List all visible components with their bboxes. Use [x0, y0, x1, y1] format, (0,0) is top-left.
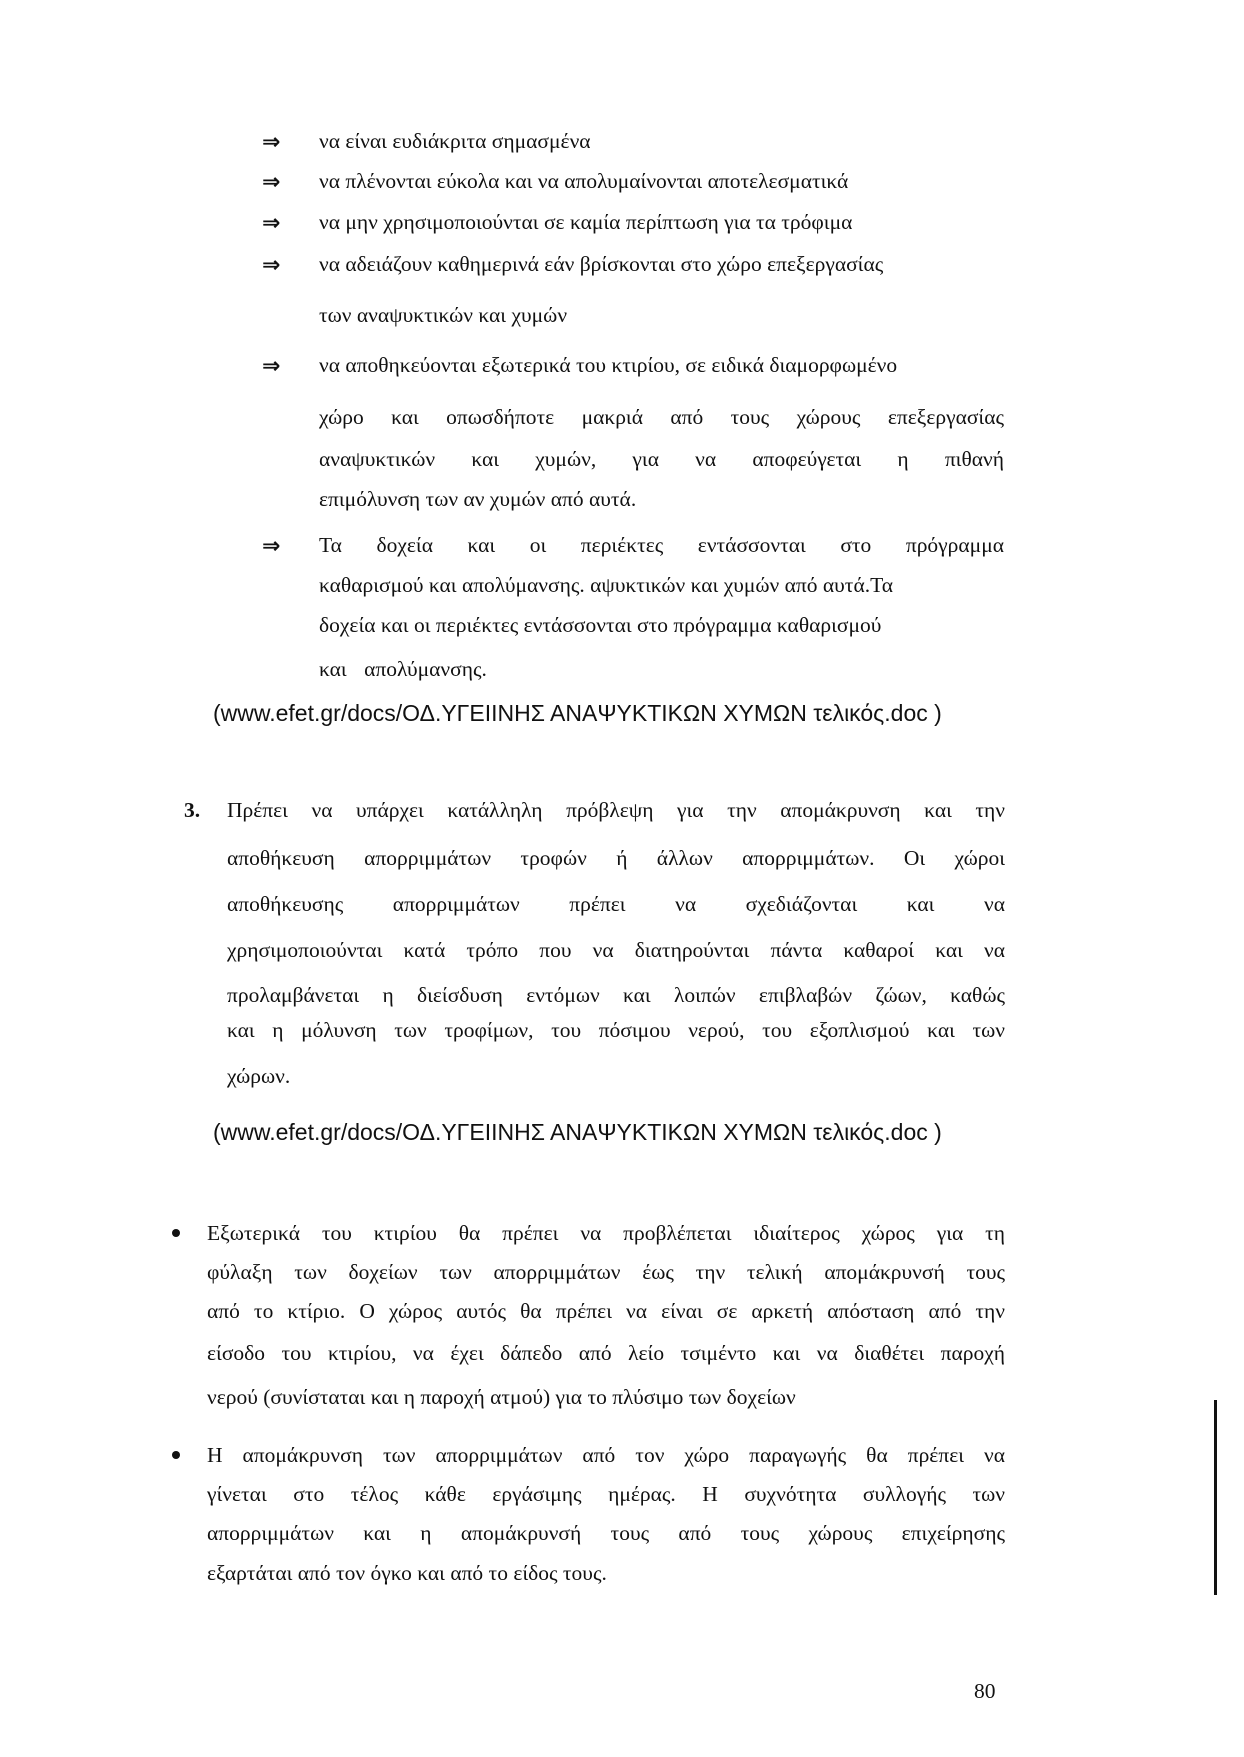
arrow-icon: ⇒ — [262, 354, 281, 379]
bullet-icon — [172, 1229, 180, 1237]
arrow-item-text: Τα δοχεία και οι περιέκτες εντάσσονται στο πρόγραμμα — [319, 533, 1004, 557]
bullet-item-text: απορριμμάτων και η απομάκρυνσή τους από τους χώρους επιχείρησης — [207, 1521, 1005, 1545]
bullet-item-text: γίνεται στο τέλος κάθε εργάσιμης ημέρας. Η συχνότητα συλλογής των — [207, 1482, 1005, 1506]
section-3-text: χώρων. — [227, 1064, 291, 1088]
arrow-item-text: αναψυκτικών και χυμών, για να αποφεύγεται η πιθανή — [319, 447, 1004, 471]
arrow-icon: ⇒ — [262, 253, 281, 278]
section-3-text: χρησιμοποιούνται κατά τρόπο που να διατηρούνται πάντα καθαροί και να — [227, 938, 1005, 962]
arrow-item-text: καθαρισμού και απολύμανσης. αψυκτικών και χυμών από αυτά.Τα — [319, 573, 894, 597]
arrow-item-text: να είναι ευδιάκριτα σημασμένα — [319, 129, 591, 153]
arrow-item-text: να αδειάζουν καθημερινά εάν βρίσκονται στο χώρο επεξεργασίας — [319, 252, 884, 276]
bullet-item-text: είσοδο του κτιρίου, να έχει δάπεδο από λείο τσιμέντο και να διαθέτει παροχή — [207, 1341, 1005, 1365]
arrow-item-text: δοχεία και οι περιέκτες εντάσσονται στο πρόγραμμα καθαρισμού — [319, 613, 882, 637]
page-number: 80 — [974, 1679, 996, 1703]
arrow-item-text: επιμόλυνση των αν χυμών από αυτά. — [319, 487, 637, 511]
arrow-item-text: να πλένονται εύκολα και να απολυμαίνονται αποτελεσματικά — [319, 169, 849, 193]
bullet-item-text: από το κτίριο. Ο χώρος αυτός θα πρέπει να είναι σε αρκετή απόσταση από την — [207, 1299, 1005, 1323]
arrow-icon: ⇒ — [262, 130, 281, 155]
bullet-item-text: Εξωτερικά του κτιρίου θα πρέπει να προβλέπεται ιδιαίτερος χώρος για τη — [207, 1221, 1005, 1245]
source-reference: (www.efet.gr/docs/ΟΔ.ΥΓΕΙΙΝΗΣ ΑΝΑΨΥΚΤΙΚΩΝ ΧΥΜΩΝ τελικός.doc ) — [213, 1119, 942, 1145]
bullet-icon — [172, 1451, 180, 1459]
section-3-text: προλαμβάνεται η διείσδυση εντόμων και λοιπών επιβλαβών ζώων, καθώς — [227, 983, 1005, 1007]
bullet-item-text: νερού (συνίσταται και η παροχή ατμού) για το πλύσιμο των δοχείων — [207, 1385, 796, 1409]
bullet-item-text: φύλαξη των δοχείων των απορριμμάτων έως την τελική απομάκρυνσή τους — [207, 1260, 1005, 1284]
arrow-item-text: να αποθηκεύονται εξωτερικά του κτιρίου, σε ειδικά διαμορφωμένο — [319, 353, 898, 377]
section-3-text: και η μόλυνση των τροφίμων, του πόσιμου νερού, του εξοπλισμού και των — [227, 1018, 1005, 1042]
section-3-text: Πρέπει να υπάρχει κατάλληλη πρόβλεψη για την απομάκρυνση και την — [227, 798, 1005, 822]
arrow-item-text: χώρο και οπωσδήποτε μακριά από τους χώρους επεξεργασίας — [319, 405, 1004, 429]
arrow-icon: ⇒ — [262, 211, 281, 236]
bullet-item-text: εξαρτάται από τον όγκο και από το είδος τους. — [207, 1561, 607, 1585]
arrow-item-text: να μην χρησιμοποιούνται σε καμία περίπτωση για τα τρόφιμα — [319, 210, 853, 234]
margin-bar — [1214, 1400, 1217, 1595]
bullet-item-text: Η απομάκρυνση των απορριμμάτων από τον χώρο παραγωγής θα πρέπει να — [207, 1443, 1005, 1467]
section-3-text: αποθήκευσης απορριμμάτων πρέπει να σχεδιάζονται και να — [227, 892, 1005, 916]
arrow-icon: ⇒ — [262, 534, 281, 559]
section-3-text: αποθήκευση απορριμμάτων τροφών ή άλλων απορριμμάτων. Οι χώροι — [227, 846, 1005, 870]
arrow-item-text: των αναψυκτικών και χυμών — [319, 303, 568, 327]
arrow-icon: ⇒ — [262, 170, 281, 195]
arrow-item-text: και απολύμανσης. — [319, 657, 487, 681]
section-number: 3. — [184, 798, 201, 822]
source-reference: (www.efet.gr/docs/ΟΔ.ΥΓΕΙΙΝΗΣ ΑΝΑΨΥΚΤΙΚΩΝ ΧΥΜΩΝ τελικός.doc ) — [213, 700, 942, 726]
